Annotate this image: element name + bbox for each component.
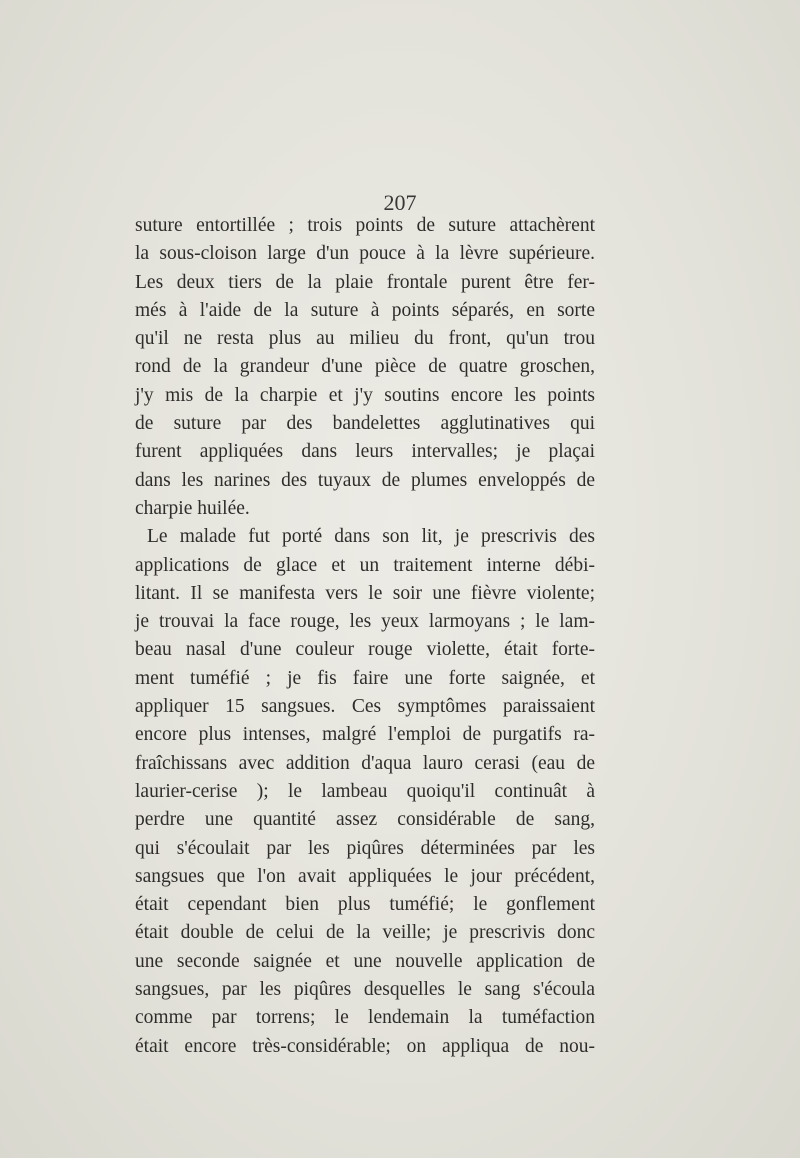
text-line: de suture par des bandelettes agglutinatives qui xyxy=(135,413,595,435)
text-line: qui s'écoulait par les piqûres déterminées par les xyxy=(135,837,595,859)
text-line: était encore très-considérable; on appliqua de nou- xyxy=(135,1035,595,1057)
text-line: Les deux tiers de la plaie frontale purent être fer- xyxy=(135,271,595,293)
text-line: fraîchissans avec addition d'aqua lauro cerasi (eau de xyxy=(135,752,595,774)
text-line: beau nasal d'une couleur rouge violette, était forte- xyxy=(135,639,595,661)
text-line: était cependant bien plus tuméfié; le gonflement xyxy=(135,894,595,916)
text-line: sangsues que l'on avait appliquées le jour précédent, xyxy=(135,865,595,887)
text-line: applications de glace et un traitement interne débi- xyxy=(135,554,595,576)
text-line: furent appliquées dans leurs intervalles; je plaçai xyxy=(135,441,595,463)
body-text xyxy=(135,212,595,1061)
text-line: la sous-cloison large d'un pouce à la lèvre supérieure. xyxy=(135,243,595,265)
text-line: je trouvai la face rouge, les yeux larmoyans ; le lam- xyxy=(135,611,595,633)
text-line: laurier-cerise ); le lambeau quoiqu'il continuât à xyxy=(135,780,595,802)
text-line: qu'il ne resta plus au milieu du front, qu'un trou xyxy=(135,328,595,350)
text-line: rond de la grandeur d'une pièce de quatre groschen, xyxy=(135,356,595,378)
text-line: appliquer 15 sangsues. Ces symptômes paraissaient xyxy=(135,696,595,718)
text-line: charpie huilée. xyxy=(135,497,250,519)
text-line: j'y mis de la charpie et j'y soutins encore les points xyxy=(135,384,595,406)
page-number: 207 xyxy=(383,190,417,215)
text-line: suture entortillée ; trois points de suture attachèrent xyxy=(135,215,595,236)
text-line: comme par torrens; le lendemain la tuméfaction xyxy=(135,1007,595,1029)
text-line: perdre une quantité assez considérable de sang, xyxy=(135,809,595,831)
text-line: litant. Il se manifesta vers le soir une fièvre violente; xyxy=(135,582,595,604)
text-line: dans les narines des tuyaux de plumes enveloppés de xyxy=(135,469,595,491)
text-line: une seconde saignée et une nouvelle application de xyxy=(135,950,595,972)
text-line: sangsues, par les piqûres desquelles le sang s'écoula xyxy=(135,979,595,1001)
text-line: més à l'aide de la suture à points séparés, en sorte xyxy=(135,299,595,321)
text-line: ment tuméfié ; je fis faire une forte saignée, et xyxy=(135,667,595,689)
text-line: encore plus intenses, malgré l'emploi de purgatifs ra- xyxy=(135,724,595,746)
text-line: Le malade fut porté dans son lit, je prescrivis des xyxy=(147,526,595,548)
text-line: était double de celui de la veille; je prescrivis donc xyxy=(135,922,595,944)
